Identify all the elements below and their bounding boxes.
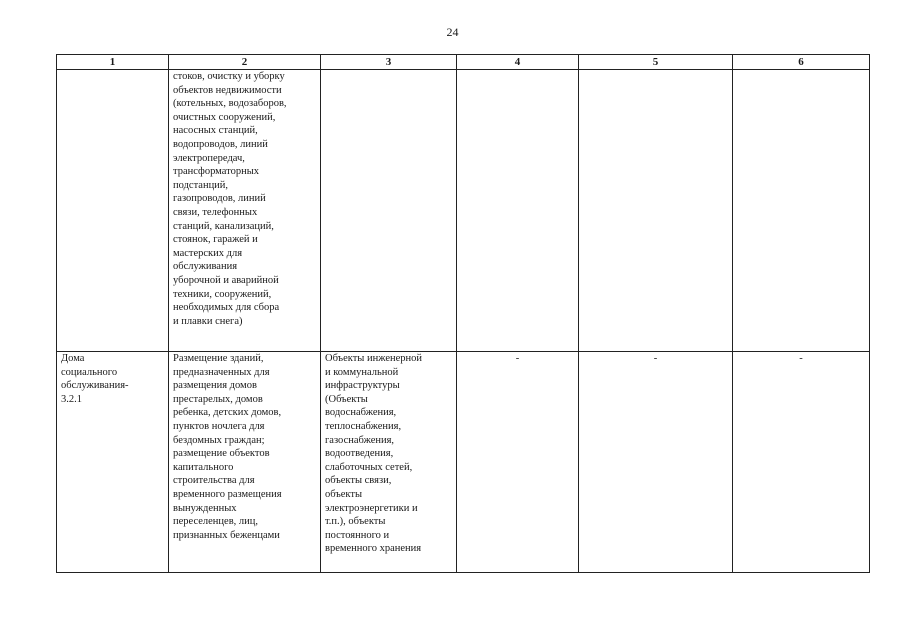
- row1-objects: [321, 70, 457, 352]
- row2-col6: -: [733, 352, 870, 573]
- row2-col4: -: [457, 352, 579, 573]
- row2-objects: Объекты инженерной и коммунальной инфраструктуры (Объекты водоснабжения, теплоснабжения, газоснабжения, водоотведения, слаботочных сетей, объекты связи, объекты электроэнергетики и т.п.), объекты постоянного и временного хранения: [321, 352, 457, 573]
- table-header-row: [57, 55, 870, 70]
- header-col-6: 6: [733, 55, 870, 70]
- table-row: [57, 70, 870, 352]
- header-col-3: 3: [321, 55, 457, 70]
- row1-activity-type: [57, 70, 169, 352]
- page-number: 24: [446, 25, 459, 39]
- header-col-1: 1: [57, 55, 169, 70]
- row2-col5: -: [579, 352, 733, 573]
- row1-description: стоков, очистку и уборку объектов недвижимости (котельных, водозаборов, очистных сооружений, насосных станций, водопроводов, линий электропередач, трансформаторных подстанций, газопроводов, линий связи, телефонных станций, канализаций, стоянок, гаражей и мастерских для обслуживания уборочной и аварийной техники, сооружений, необходимых для сбора и плавки снега): [169, 70, 321, 352]
- row2-description: Размещение зданий, предназначенных для размещения домов престарелых, домов ребенка, детских домов, пунктов ночлега для бездомных граждан; размещение объектов капитального строительства для временного размещения вынужденных переселенцев, лиц, признанных беженцами: [169, 352, 321, 573]
- row2-activity-type: Дома социального обслуживания- 3.2.1: [57, 352, 169, 573]
- header-col-4: 4: [457, 55, 579, 70]
- header-col-2: 2: [169, 55, 321, 70]
- table-row: [57, 352, 870, 573]
- header-col-5: 5: [579, 55, 733, 70]
- row1-col4: [457, 70, 579, 352]
- regulation-table: [56, 54, 870, 573]
- row1-col5: [579, 70, 733, 352]
- row1-col6: [733, 70, 870, 352]
